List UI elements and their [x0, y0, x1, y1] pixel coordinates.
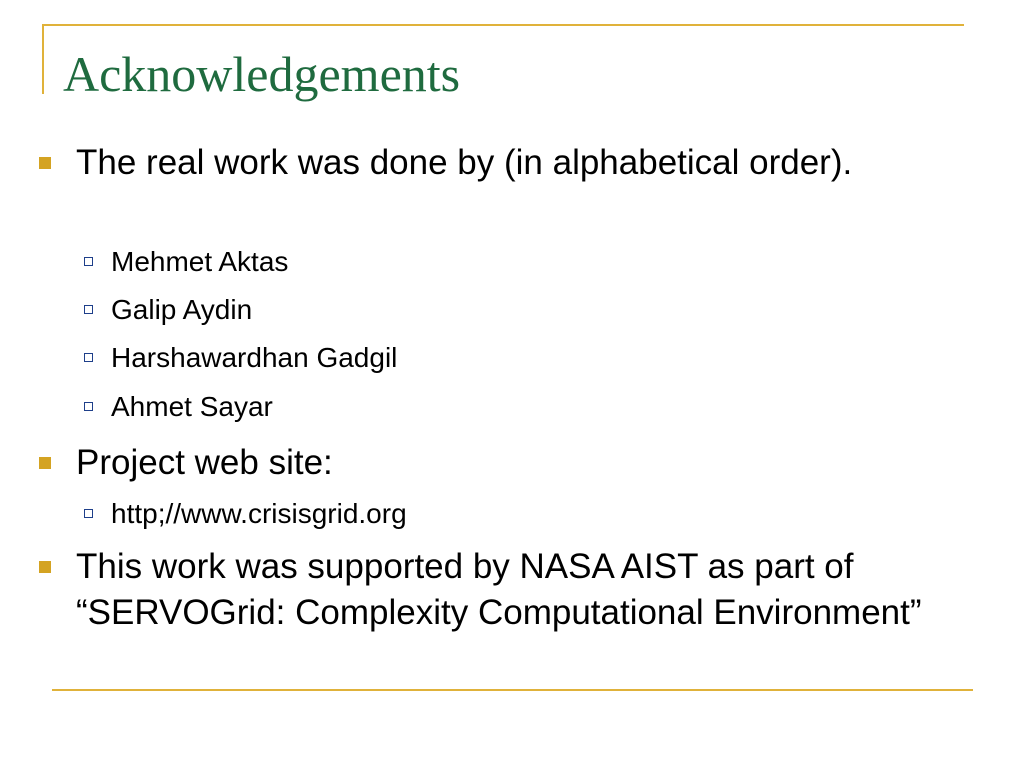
- hollow-square-bullet-icon: [84, 305, 93, 314]
- square-bullet-icon: [39, 157, 51, 169]
- bullet-real-work: [76, 140, 986, 186]
- hollow-square-bullet-icon: [84, 353, 93, 362]
- sub-item-text: Galip Aydin: [111, 294, 253, 325]
- sub-item-text: Mehmet Aktas: [111, 246, 289, 277]
- sub-item-website: [111, 496, 971, 532]
- square-bullet-icon: [39, 457, 51, 469]
- sub-item-contributor: [111, 340, 971, 376]
- hollow-square-bullet-icon: [84, 509, 93, 518]
- sub-item-contributor: [111, 389, 971, 425]
- frame-bottom-rule: [52, 689, 973, 691]
- sub-item-text: Ahmet Sayar: [111, 391, 273, 422]
- frame-left-rule: [42, 24, 44, 94]
- sub-item-contributor: [111, 292, 971, 328]
- hollow-square-bullet-icon: [84, 402, 93, 411]
- bullet-text: The real work was done by (in alphabetical order).: [76, 143, 853, 182]
- bullet-support: [76, 544, 986, 636]
- square-bullet-icon: [39, 561, 51, 573]
- frame-top-rule: [42, 24, 964, 26]
- slide-title: Acknowledgements: [63, 46, 461, 102]
- website-url: http;//www.crisisgrid.org: [111, 498, 407, 529]
- bullet-text: Project web site:: [76, 443, 333, 482]
- bullet-project-site: [76, 440, 986, 486]
- hollow-square-bullet-icon: [84, 257, 93, 266]
- sub-item-text: Harshawardhan Gadgil: [111, 342, 398, 373]
- bullet-text: This work was supported by NASA AIST as part of “SERVOGrid: Complexity Computational Environment”: [76, 547, 922, 632]
- sub-item-contributor: [111, 244, 971, 280]
